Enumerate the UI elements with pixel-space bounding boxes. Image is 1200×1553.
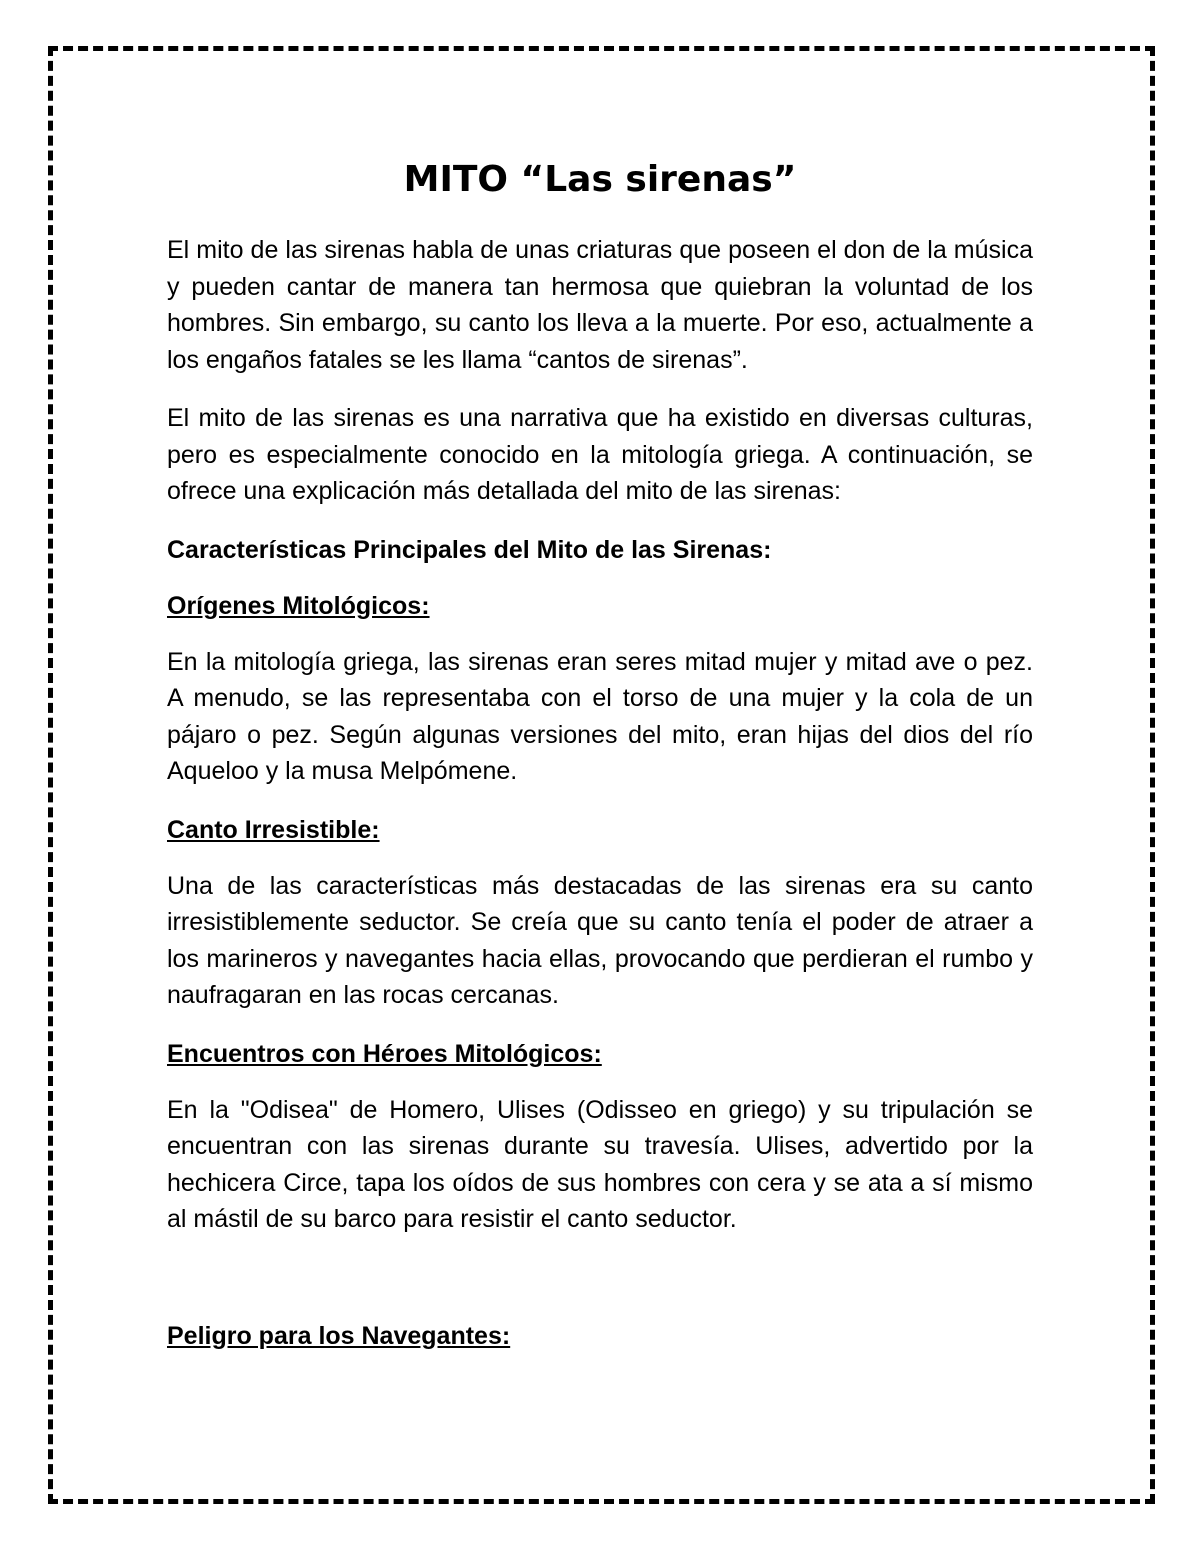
section-body-origins: En la mitología griega, las sirenas eran seres mitad mujer y mitad ave o pez. A menudo, se las representaba con el torso de una mujer y la cola de un pájaro o pez. Según algunas versiones del mito, eran hijas del dios del río Aqueloo y la musa Melpómene. (167, 647, 1033, 785)
section-origins (167, 588, 1033, 790)
vertical-spacer (167, 1260, 1033, 1318)
document-body (167, 152, 1033, 1374)
section-hero-encounters (167, 1036, 1033, 1238)
document-title: MITO “Las sirenas” (403, 159, 797, 200)
section-heading-danger-to-sailors: Peligro para los Navegantes: (167, 1321, 511, 1350)
section-heading-hero-encounters: Encuentros con Héroes Mitológicos: (167, 1039, 602, 1068)
main-section-heading: Características Principales del Mito de las Sirenas: (167, 535, 772, 564)
section-heading-irresistible-song: Canto Irresistible: (167, 815, 380, 844)
section-danger-to-sailors (167, 1318, 1033, 1354)
section-body-irresistible-song: Una de las características más destacadas de las sirenas era su canto irresistiblemente seductor. Se creía que su canto tenía el poder de atraer a los marineros y navegantes hacia ellas, provocando que perdieran el rumbo y naufragaran en las rocas cercanas. (167, 871, 1033, 1009)
intro-paragraph-1: El mito de las sirenas habla de unas criaturas que poseen el don de la música y pueden cantar de manera tan hermosa que quiebran la voluntad de los hombres. Sin embargo, su canto los lleva a la muerte. Por eso, actualmente a los engaños fatales se les llama “cantos de sirenas”. (167, 236, 1033, 374)
intro-paragraph-2: El mito de las sirenas es una narrativa que ha existido en diversas culturas, pero es especialmente conocido en la mitología griega. A continuación, se ofrece una explicación más detallada del mito de las sirenas: (167, 404, 1033, 505)
section-heading-origins: Orígenes Mitológicos: (167, 591, 430, 620)
section-body-hero-encounters: En la "Odisea" de Homero, Ulises (Odisseo en griego) y su tripulación se encuentran con las sirenas durante su travesía. Ulises, advertido por la hechicera Circe, tapa los oídos de sus hombres con cera y se ata a sí mismo al mástil de su barco para resistir el canto seductor. (167, 1095, 1033, 1233)
section-irresistible-song (167, 812, 1033, 1014)
